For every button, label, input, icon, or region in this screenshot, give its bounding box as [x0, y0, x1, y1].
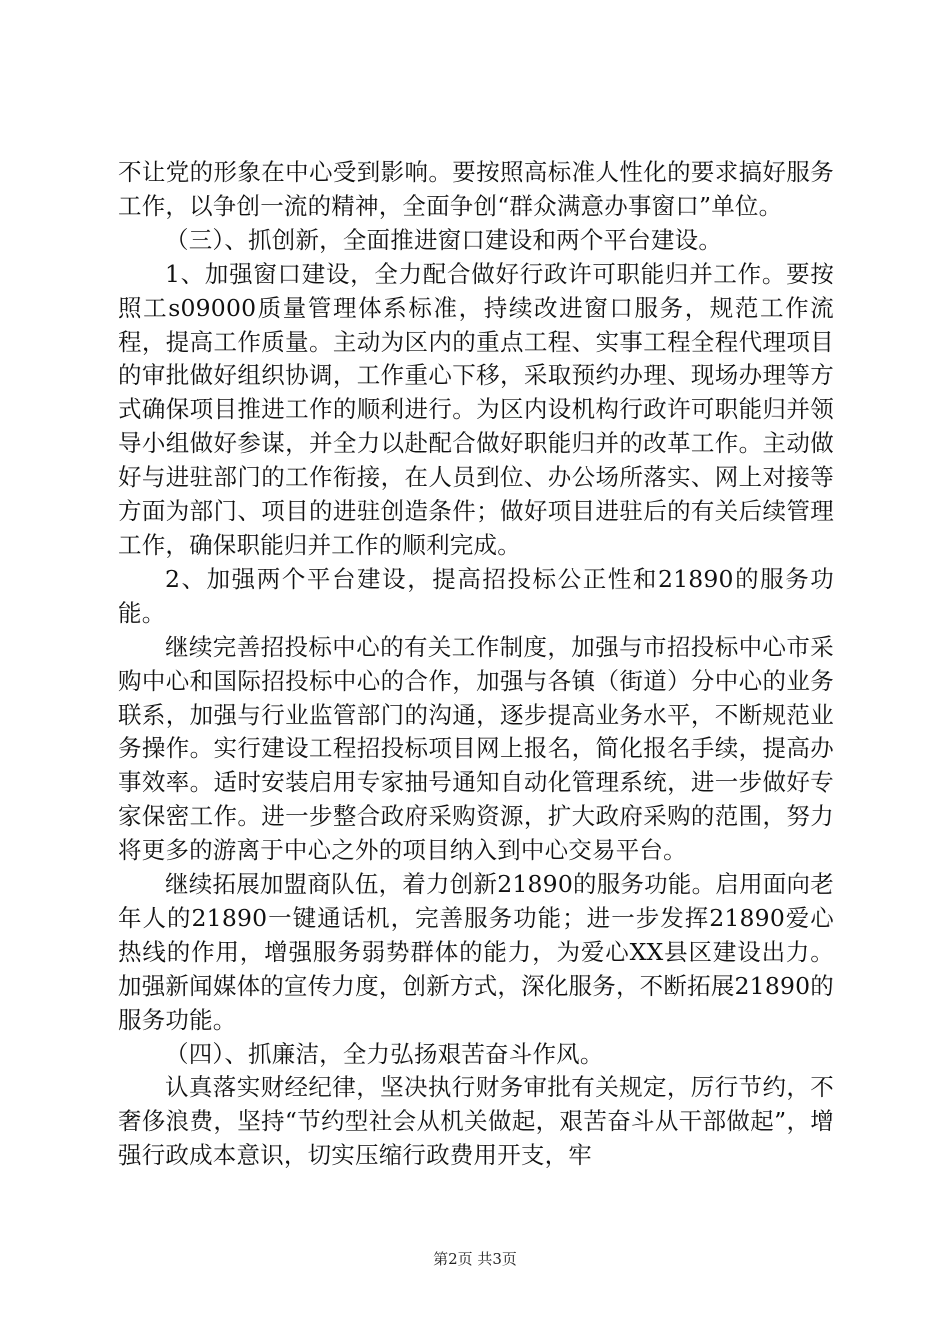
section-heading-integrity: （四）、抓廉洁，全力弘扬艰苦奋斗作风。	[165, 1039, 604, 1068]
paragraph-21890-service: 继续拓展加盟商队伍，着力创新21890的服务功能。启用面向老年人的21890一键通话机，完善服务功能；进一步发挥21890爱心热线的作用，增强服务弱势群体的能力，为爱心XX县区建设出力。加强新闻媒体的宣传力度，创新方式，深化服务，不断拓展21890的服务功能。	[118, 870, 834, 1034]
document-body	[118, 156, 834, 1173]
paragraph-continuation: 不让党的形象在中心受到影响。要按照高标准人性化的要求搞好服务工作，以争创一流的精神，全面争创“群众满意办事窗口”单位。	[118, 158, 834, 220]
section-heading-innovation: （三）、抓创新，全面推进窗口建设和两个平台建设。	[165, 225, 723, 254]
paragraph-financial-discipline: 认真落实财经纪律，坚决执行财务审批有关规定，厉行节约，不奢侈浪费，坚持“节约型社会从机关做起，艰苦奋斗从干部做起”，增强行政成本意识，切实压缩行政费用开支，牢	[118, 1073, 834, 1170]
paragraph-platform-construction: 2、加强两个平台建设，提高招投标公正性和21890的服务功能。	[118, 564, 834, 627]
paragraph-window-construction: 1、加强窗口建设，全力配合做好行政许可职能归并工作。要按照工s09000质量管理体系标准，持续改进窗口服务，规范工作流程，提高工作质量。主动为区内的重点工程、实事工程全程代理项目的审批做好组织协调，工作重心下移，采取预约办理、现场办理等方式确保项目推进工作的顺利进行。为区内设机构行政许可职能归并领导小组做好参谋，并全力以赴配合做好职能归并的改革工作。主动做好与进驻部门的工作衔接，在人员到位、办公场所落实、网上对接等方面为部门、项目的进驻创造条件；做好项目进驻后的有关后续管理工作，确保职能归并工作的顺利完成。	[118, 259, 834, 559]
paragraph-bidding-center: 继续完善招投标中心的有关工作制度，加强与市招投标中心市采购中心和国际招投标中心的合作，加强与各镇（街道）分中心的业务联系，加强与行业监管部门的沟通，逐步提高业务水平，不断规范业务操作。实行建设工程招投标项目网上报名，简化报名手续，提高办事效率。适时安装启用专家抽号通知自动化管理系统，进一步做好专家保密工作。进一步整合政府采购资源，扩大政府采购的范围，努力将更多的游离于中心之外的项目纳入到中心交易平台。	[118, 632, 834, 865]
page-number-footer: 第2页 共3页	[433, 1250, 517, 1268]
